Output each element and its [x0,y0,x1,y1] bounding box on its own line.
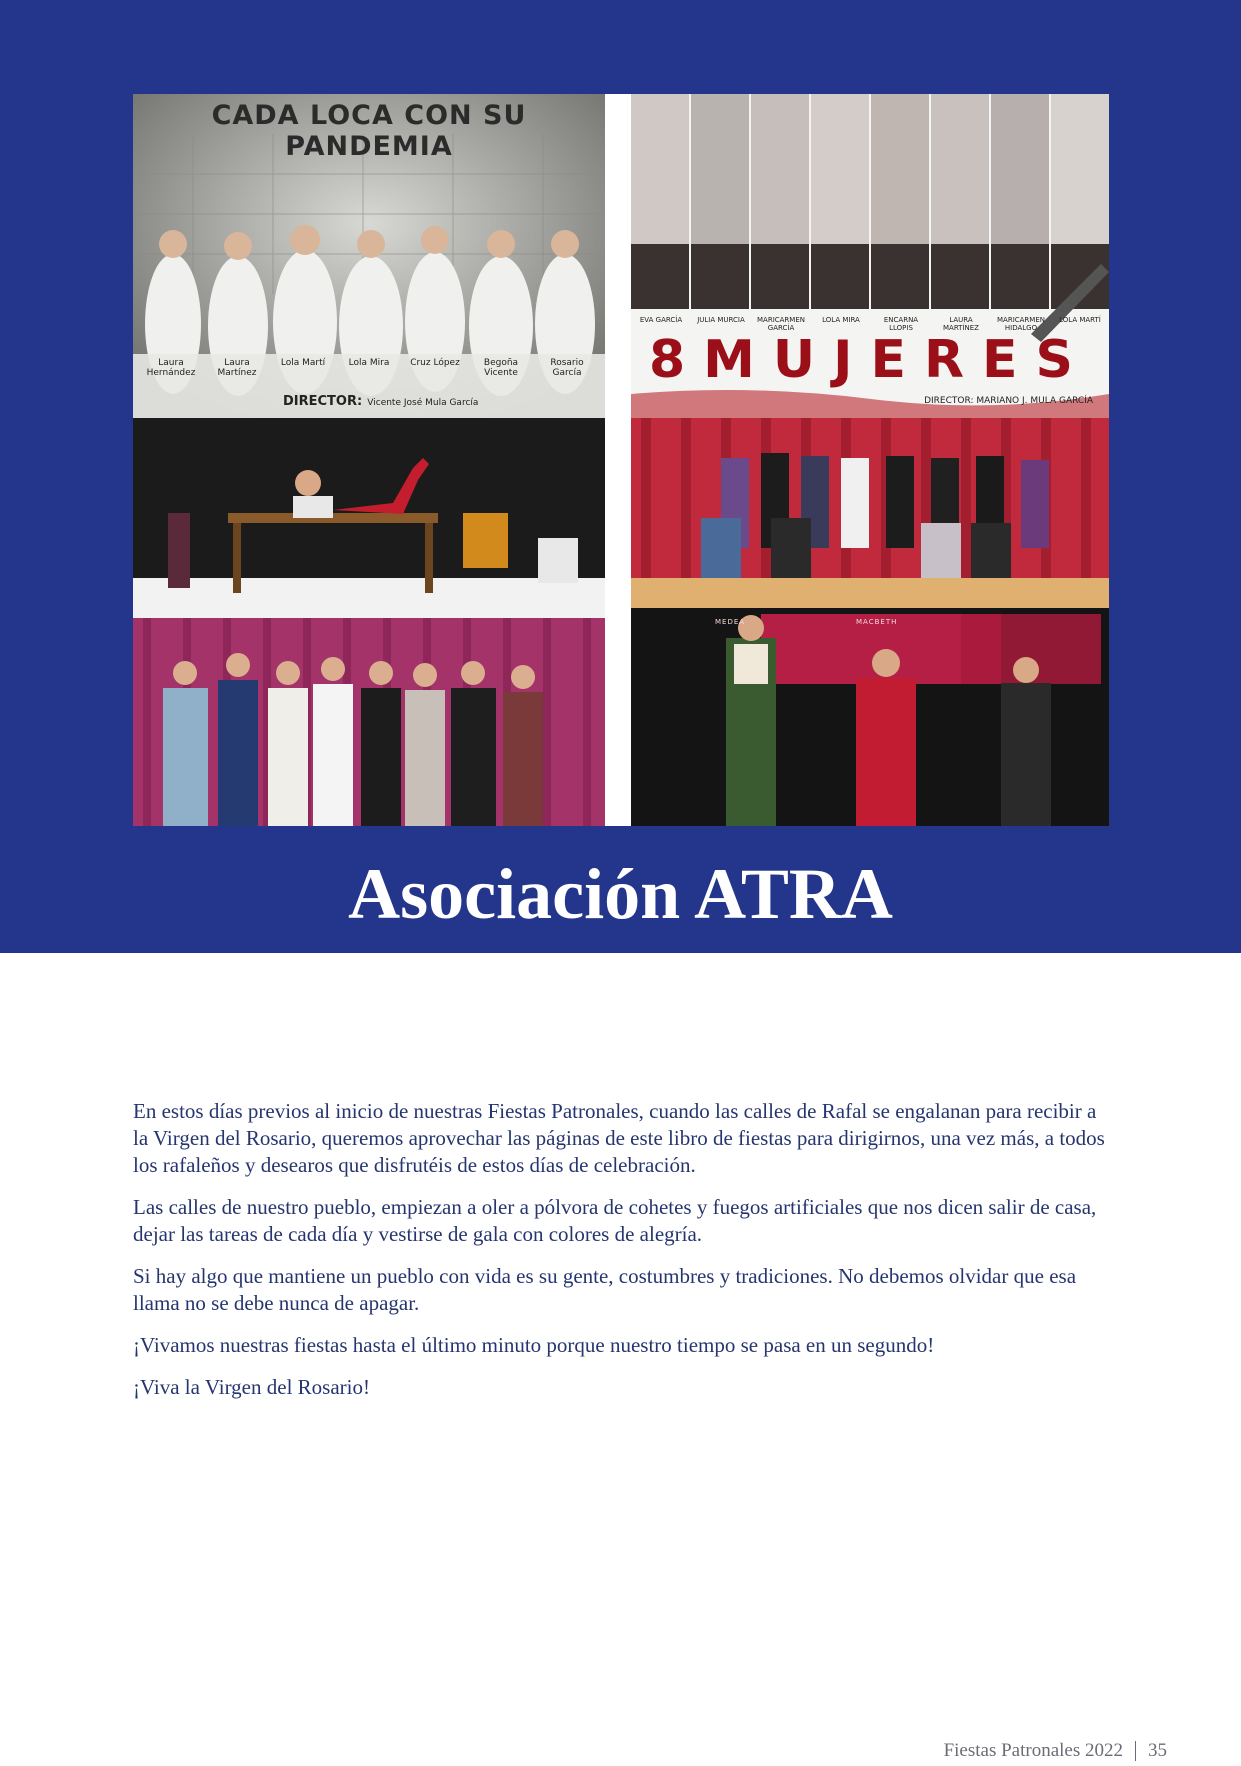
footer-publication: Fiestas Patronales 2022 [943,1740,1123,1761]
photo-collage [133,94,1109,826]
poster1-director-label: DIRECTOR: [283,394,363,409]
cast-name: Cruz López [410,358,460,368]
cast-name: Lola Mira [348,358,390,368]
article-body [133,1098,1109,1416]
poster-cada-loca-con-su-pandemia [133,94,605,418]
paragraph: ¡Vivamos nuestras fiestas hasta el último minuto porque nuestro tiempo se pasa en un segundo! [133,1333,935,1357]
cast-name: Laura Hernández [146,358,196,378]
cast-name: MARICARMEN HIDALGO [997,316,1045,332]
cast-name: LOLA MARTÍ [1059,316,1101,324]
cast-name: LAURA MARTÍNEZ [943,316,979,332]
cast-name: Begoña Vicente [483,358,519,378]
poster1-title: CADA LOCA CON SU PANDEMIA [211,100,527,162]
poster2-title: 8MUJERES [648,330,1092,390]
poster-8-mujeres [631,94,1109,418]
poster2-director: DIRECTOR: MARIANO J. MULA GARCÍA [924,396,1093,406]
photo-stage-groups [631,418,1109,826]
page-number: 35 [1148,1740,1167,1761]
cast-name: JULIA MURCIA [697,316,745,324]
paragraph: Si hay algo que mantiene un pueblo con vida es su gente, costumbres y tradiciones. No debemos olvidar que esa llama no se debe nunca de apagar. [133,1264,1077,1315]
footer-separator [1135,1741,1136,1761]
stage-sign-medea: MEDEA [715,618,746,626]
cast-name: ENCARNA LLOPIS [883,316,919,332]
paragraph: En estos días previos al inicio de nuestras Fiestas Patronales, cuando las calles de Rafal se engalanan para recibir a la Virgen del Rosario, queremos aprovechar las páginas de este libro de fiestas para dirigirnos, una vez más, a todos los rafaleños y desearos que disfrutéis de estos días de celebración. [133,1099,1105,1177]
paragraph: Las calles de nuestro pueblo, empiezan a oler a pólvora de cohetes y fuegos artificiales que nos dicen salir de casa, dejar las tareas de cada día y vestirse de gala con colores de alegría. [133,1195,1097,1246]
cast-name: Rosario García [550,358,584,378]
poster1-director-name: Vicente José Mula García [367,398,479,408]
cast-name: Laura Martínez [217,358,257,378]
cast-name: Lola Martí [280,358,326,368]
paragraph: ¡Viva la Virgen del Rosario! [133,1375,370,1399]
cast-name: LOLA MIRA [822,316,860,324]
cast-name: MARICARMEN GARCÍA [757,316,805,332]
cast-name: EVA GARCÍA [639,316,683,324]
page-footer [944,1736,1167,1766]
stage-sign-macbeth: MACBETH [856,618,898,626]
photo-stage-scene-actor [133,418,605,826]
page-title: Asociación ATRA [348,854,893,934]
